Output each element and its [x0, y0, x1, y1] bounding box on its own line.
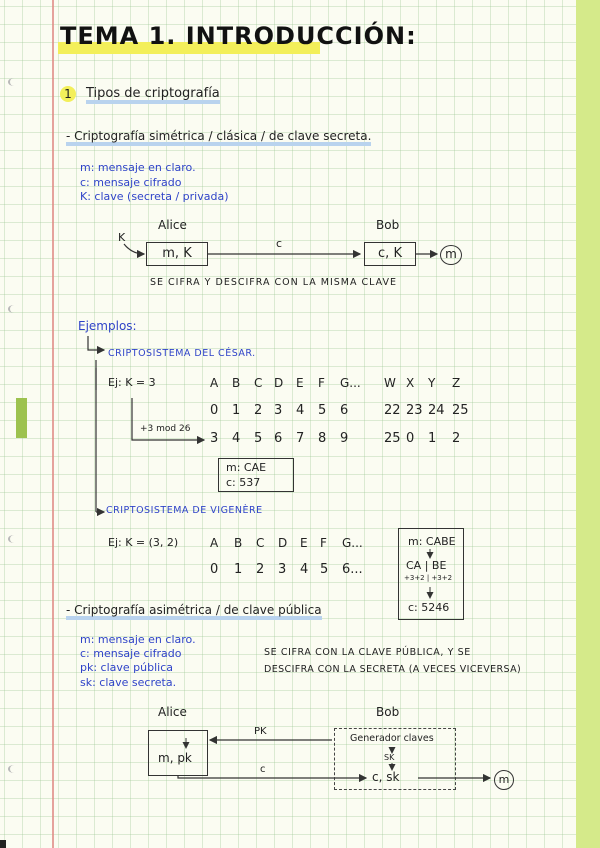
def-m: m: mensaje en claro. [80, 161, 196, 174]
vigenere-m: m: CABE [408, 535, 456, 548]
cesar-letter-cell: E [296, 376, 304, 390]
symmetric-note: SE CIFRA Y DESCIFRA CON LA MISMA CLAVE [150, 277, 398, 288]
mod-label: +3 mod 26 [140, 424, 191, 434]
alice-label: Alice [158, 218, 187, 232]
cesar-letter-cell: G... [340, 376, 361, 390]
vigenere-number-cell: 4 [300, 562, 309, 577]
vigenere-letter-cell: D [278, 536, 288, 550]
def-k: K: clave (secreta / privada) [80, 190, 229, 203]
ciphertext-label: c [276, 237, 283, 250]
output-m: m [440, 245, 462, 265]
asym-def-sk: sk: clave secreta. [80, 676, 177, 689]
asym-alice-box-text: m, pk [158, 751, 192, 765]
def-c: c: mensaje cifrado [80, 176, 182, 189]
cesar-letter-cell: D [274, 376, 284, 390]
cesar-letter-cell: A [210, 376, 219, 390]
cesar-shifted-cell: 3 [210, 431, 219, 446]
vigenere-number-cell: 0 [210, 562, 219, 577]
cesar-shifted-cell: 8 [318, 431, 327, 446]
sk-label: SK [384, 753, 395, 762]
cesar-shifted-cell: 6 [274, 431, 283, 446]
vigenere-plus: +3+2 | +3+2 [404, 574, 453, 582]
vigenere-number-cell: 3 [278, 562, 287, 577]
cesar-number-cell: 5 [318, 403, 327, 418]
cesar-number-cell: 24 [428, 403, 445, 418]
cesar-example: Ej: K = 3 [108, 376, 156, 389]
cesar-letter-cell: Z [452, 376, 461, 390]
asym-alice-label: Alice [158, 705, 187, 719]
vigenere-split: CA | BE [406, 559, 447, 572]
cesar-number-cell: 6 [340, 403, 349, 418]
bob-box: c, K [364, 242, 416, 266]
section-heading: Tipos de criptografía [86, 87, 220, 104]
cesar-c: c: 537 [226, 476, 261, 489]
cesar-number-cell: 23 [406, 403, 423, 418]
asym-bob-label: Bob [376, 705, 400, 719]
cesar-letter-cell: W [384, 376, 396, 390]
cesar-shifted-cell: 1 [428, 431, 437, 446]
cesar-shifted-cell: 2 [452, 431, 461, 446]
asym-def-c: c: mensaje cifrado [80, 647, 182, 660]
asym-def-m: m: mensaje en claro. [80, 633, 196, 646]
alice-box: m, K [146, 242, 208, 266]
asym-note-1: SE CIFRA CON LA CLAVE PÚBLICA, Y SE [264, 647, 471, 658]
cesar-letter-cell: Y [428, 376, 436, 390]
cesar-shifted-cell: 9 [340, 431, 349, 446]
vigenere-letter-cell: C [256, 536, 265, 550]
vigenere-number-cell: 6... [342, 562, 363, 577]
vigenere-c: c: 5246 [408, 601, 450, 614]
cesar-number-cell: 22 [384, 403, 401, 418]
asym-def-pk: pk: clave pública [80, 661, 174, 674]
cesar-letter-cell: B [232, 376, 241, 390]
vigenere-title: CRIPTOSISTEMA DE VIGENÈRE [106, 505, 263, 516]
cesar-shifted-cell: 25 [384, 431, 401, 446]
cesar-title: CRIPTOSISTEMA DEL CÉSAR. [108, 348, 256, 359]
cesar-shifted-cell: 4 [232, 431, 241, 446]
asym-bob-output: c, sk [372, 770, 400, 784]
vigenere-letter-cell: G... [342, 536, 363, 550]
cesar-number-cell: 1 [232, 403, 241, 418]
vigenere-letter-cell: A [210, 536, 219, 550]
key-input-label: K [118, 231, 126, 244]
asymmetric-heading: - Criptografía asimétrica / de clave pública [66, 604, 322, 620]
cesar-number-cell: 2 [254, 403, 263, 418]
vigenere-number-cell: 5 [320, 562, 329, 577]
vigenere-example: Ej: K = (3, 2) [108, 536, 179, 549]
vigenere-letter-cell: B [234, 536, 243, 550]
asym-c-label: c [260, 764, 266, 775]
cesar-number-cell: 4 [296, 403, 305, 418]
section-number: 1 [60, 86, 76, 102]
cesar-letter-cell: C [254, 376, 263, 390]
key-generator: Generador claves [350, 733, 434, 744]
vigenere-number-cell: 1 [234, 562, 243, 577]
vigenere-letter-cell: F [320, 536, 327, 550]
vigenere-letter-cell: E [300, 536, 308, 550]
bob-label: Bob [376, 218, 400, 232]
cesar-m: m: CAE [226, 461, 267, 474]
cesar-number-cell: 3 [274, 403, 283, 418]
vigenere-number-cell: 2 [256, 562, 265, 577]
asym-note-2: DESCIFRA CON LA SECRETA (A VECES VICEVERSA) [264, 664, 522, 675]
symmetric-heading: - Criptografía simétrica / clásica / de clave secreta. [66, 130, 371, 146]
cesar-shifted-cell: 0 [406, 431, 415, 446]
cesar-number-cell: 25 [452, 403, 469, 418]
cesar-shifted-cell: 7 [296, 431, 305, 446]
pk-label: PK [254, 726, 267, 737]
examples-label: Ejemplos: [78, 319, 137, 333]
asym-output-m: m [494, 770, 514, 790]
cesar-letter-cell: F [318, 376, 325, 390]
cesar-shifted-cell: 5 [254, 431, 263, 446]
cesar-letter-cell: X [406, 376, 415, 390]
page-title: TEMA 1. INTRODUCCIÓN: [60, 22, 417, 50]
cesar-number-cell: 0 [210, 403, 219, 418]
